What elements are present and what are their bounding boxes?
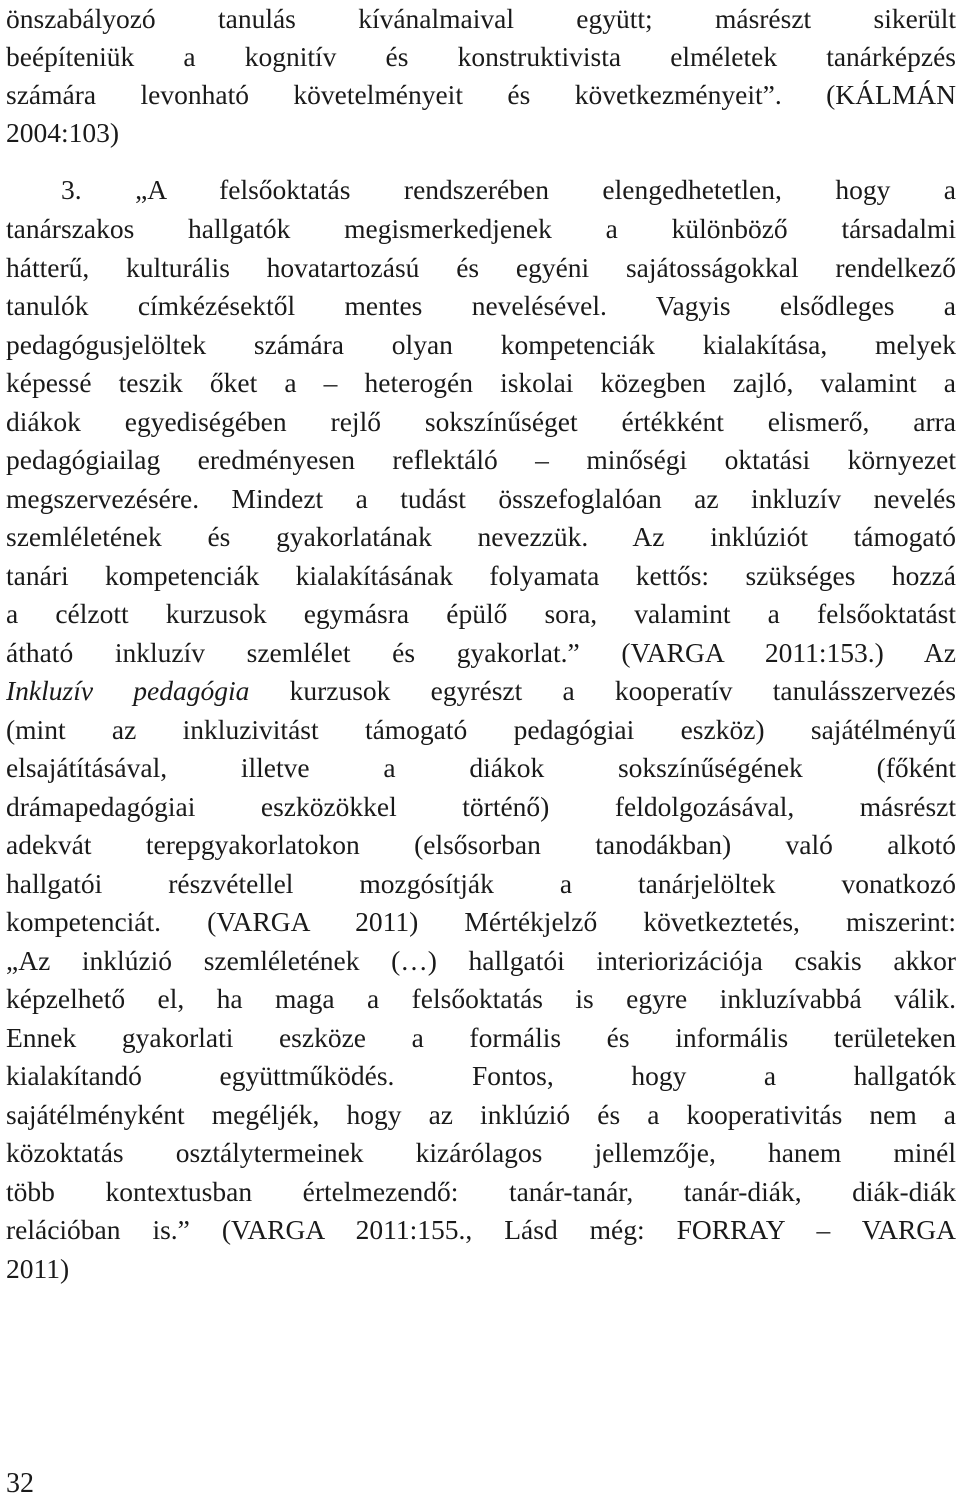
text-line-18-rest: kurzusok egyrészt a kooperatív tanulásszervezés: [289, 675, 956, 706]
text-line-20: elsajátításával, illetve a diákok sokszínűségének (főként: [6, 752, 956, 783]
text-line-22: adekvát terepgyakorlatokon (elsősorban tanodákban) való alkotó: [6, 829, 956, 860]
text-line-1: önszabályozó tanulás kívánalmaival együtt; másrészt sikerült: [6, 3, 956, 34]
text-line-4: 2004:103): [6, 117, 120, 148]
text-line-31: több kontextusban értelmezendő: tanár-tanár, tanár-diák, diák-diák: [6, 1176, 956, 1207]
text-line-19: (mint az inkluzivitást támogató pedagógiai eszköz) sajátélményű: [6, 714, 956, 745]
text-line-29: sajátélményként megéljék, hogy az inklúzió és a kooperativitás nem a: [6, 1099, 956, 1130]
text-line-15: tanári kompetenciák kialakításának folyamata kettős: szükséges hozzá: [6, 560, 956, 591]
text-line-14: szemléletének és gyakorlatának nevezzük. Az inklúziót támogató: [6, 521, 956, 552]
text-line-33: 2011): [6, 1253, 70, 1284]
text-line-5: 3. „A felsőoktatás rendszerében elengedhetetlen, hogy a: [61, 174, 956, 205]
text-line-10: képessé teszik őket a – heterogén iskolai közegben zajló, valamint a: [6, 367, 956, 398]
text-line-3: számára levonható követelményeit és következményeit”. (KÁLMÁN: [6, 79, 956, 110]
text-line-8: tanulók címkézésektől mentes nevelésével. Vagyis elsődleges a: [6, 290, 956, 321]
text-line-7: hátterű, kulturális hovatartozású és egyéni sajátosságokkal rendelkező: [6, 252, 956, 283]
text-line-21: drámapedagógiai eszközökkel történő) feldolgozásával, másrészt: [6, 791, 956, 822]
text-line-13: megszervezésére. Mindezt a tudást összefoglalóan az inkluzív nevelés: [6, 483, 956, 514]
text-line-9: pedagógusjelöltek számára olyan kompetenciák kialakítása, melyek: [6, 329, 956, 360]
document-page: [6, 0, 956, 1504]
text-line-23: hallgatói részvétellel mozgósítják a tanárjelöltek vonatkozó: [6, 868, 956, 899]
text-line-18: [6, 672, 956, 712]
text-line-24: kompetenciát. (VARGA 2011) Mértékjelző következtetés, miszerint:: [6, 906, 956, 937]
text-line-11: diákok egyediségében rejlő sokszínűséget értékként elismerő, arra: [6, 406, 956, 437]
text-line-25: „Az inklúzió szemléletének (…) hallgatói interiorizációja csakis akkor: [6, 945, 956, 976]
text-line-2: beépíteniük a kognitív és konstruktivista elméletek tanárképzés: [6, 41, 956, 72]
text-line-26: képzelhető el, ha maga a felsőoktatás is egyre inkluzívabbá válik.: [6, 983, 956, 1014]
text-line-16: a célzott kurzusok egymásra épülő sora, valamint a felsőoktatást: [6, 598, 956, 629]
text-line-27: Ennek gyakorlati eszköze a formális és informális területeken: [6, 1022, 956, 1053]
text-line-17: átható inkluzív szemlélet és gyakorlat.” (VARGA 2011:153.) Az: [6, 637, 956, 668]
italic-term: Inkluzív pedagógia: [6, 675, 250, 706]
text-line-28: kialakítandó együttműködés. Fontos, hogy a hallgatók: [6, 1060, 956, 1091]
text-line-30: közoktatás osztálytermeinek kizárólagos jellemzője, hanem minél: [6, 1137, 956, 1168]
text-line-6: tanárszakos hallgatók megismerkedjenek a különböző társadalmi: [6, 213, 956, 244]
text-line-12: pedagógiailag eredményesen reflektáló – minőségi oktatási környezet: [6, 444, 956, 475]
text-line-32: relációban is.” (VARGA 2011:155., Lásd még: FORRAY – VARGA: [6, 1214, 956, 1245]
page-number: 32: [6, 1468, 34, 1499]
